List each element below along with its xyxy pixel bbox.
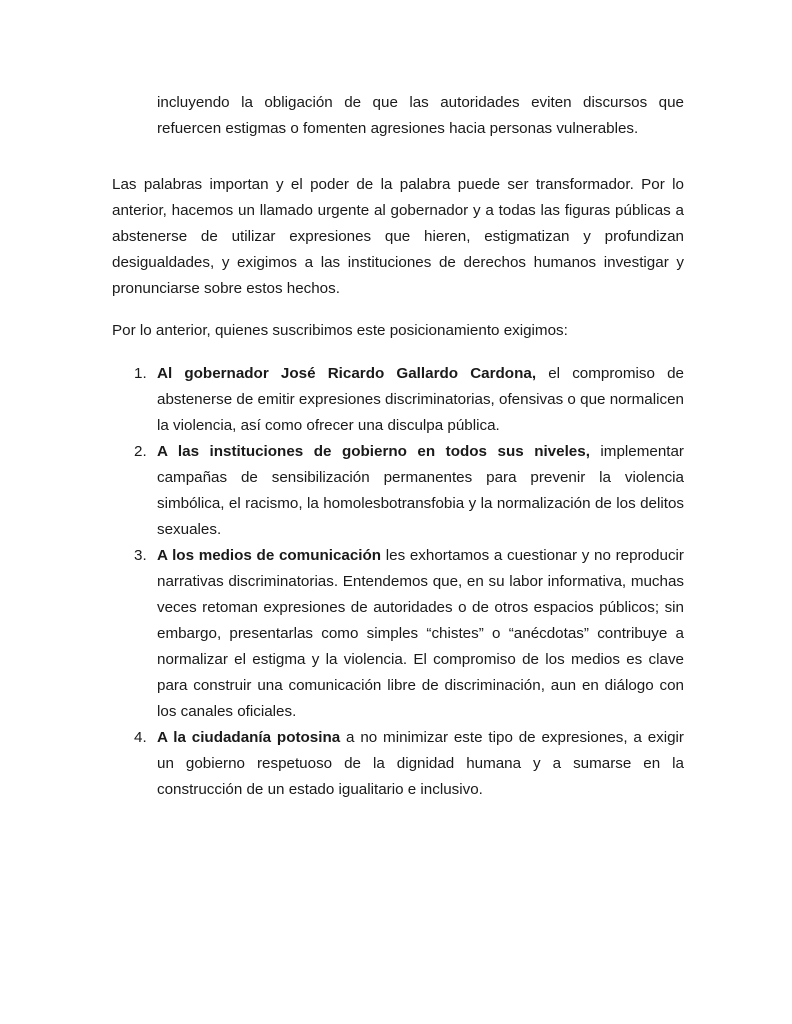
demand-item-media [112,543,684,725]
demand-lead: A las instituciones de gobierno en todos sus niveles, [157,443,590,460]
demand-number: 1. [134,365,147,382]
demand-item-institutions [112,439,684,543]
body-paragraph-words-matter: Las palabras importan y el poder de la palabra puede ser transformador. Por lo anterior, hacemos un llamado urgente al gobernador y a todas las figuras públicas a abstenerse de utilizar expresiones que hieren, estigmatizan y profundizan desigualdades, y exigimos a las instituciones de derechos humanos investigar y pronunciarse sobre estos hechos. [112,176,684,297]
demand-text: implementar campañas de sensibilización permanentes para prevenir la violencia simbólica, el racismo, la homolesbotransfobia y la normalización de los delitos sexuales. [157,443,684,538]
demand-lead: A la ciudadanía potosina [157,729,341,746]
demand-item-governor [112,361,684,439]
demand-number: 2. [134,443,147,460]
demand-item-citizens [112,725,684,803]
continuation-paragraph: incluyendo la obligación de que las autoridades eviten discursos que refuercen estigmas o fomenten agresiones hacia personas vulnerables. [157,94,684,137]
body-paragraph-demands-intro: Por lo anterior, quienes suscribimos este posicionamiento exigimos: [112,322,568,339]
demand-lead: A los medios de comunicación [157,547,382,564]
demand-text: el compromiso de abstenerse de emitir expresiones discriminatorias, ofensivas o que normalicen la violencia, así como ofrecer una disculpa pública. [157,365,684,434]
demand-text: a no minimizar este tipo de expresiones, a exigir un gobierno respetuoso de la dignidad humana y a sumarse en la construcción de un estado igualitario e inclusivo. [157,729,684,798]
demand-number: 3. [134,547,147,564]
demand-number: 4. [134,729,147,746]
demand-lead: Al gobernador José Ricardo Gallardo Cardona, [157,365,537,382]
demand-text: les exhortamos a cuestionar y no reproducir narrativas discriminatorias. Entendemos que, en su labor informativa, muchas veces retoman expresiones de autoridades o de otros espacios públicos; sin embargo, presentarlas como simples “chistes” o “anécdotas” contribuye a normalizar el estigma y la violencia. El compromiso de los medios es clave para construir una comunicación libre de discriminación, aun en diálogo con los canales oficiales. [157,547,684,720]
demands-list [112,361,684,803]
